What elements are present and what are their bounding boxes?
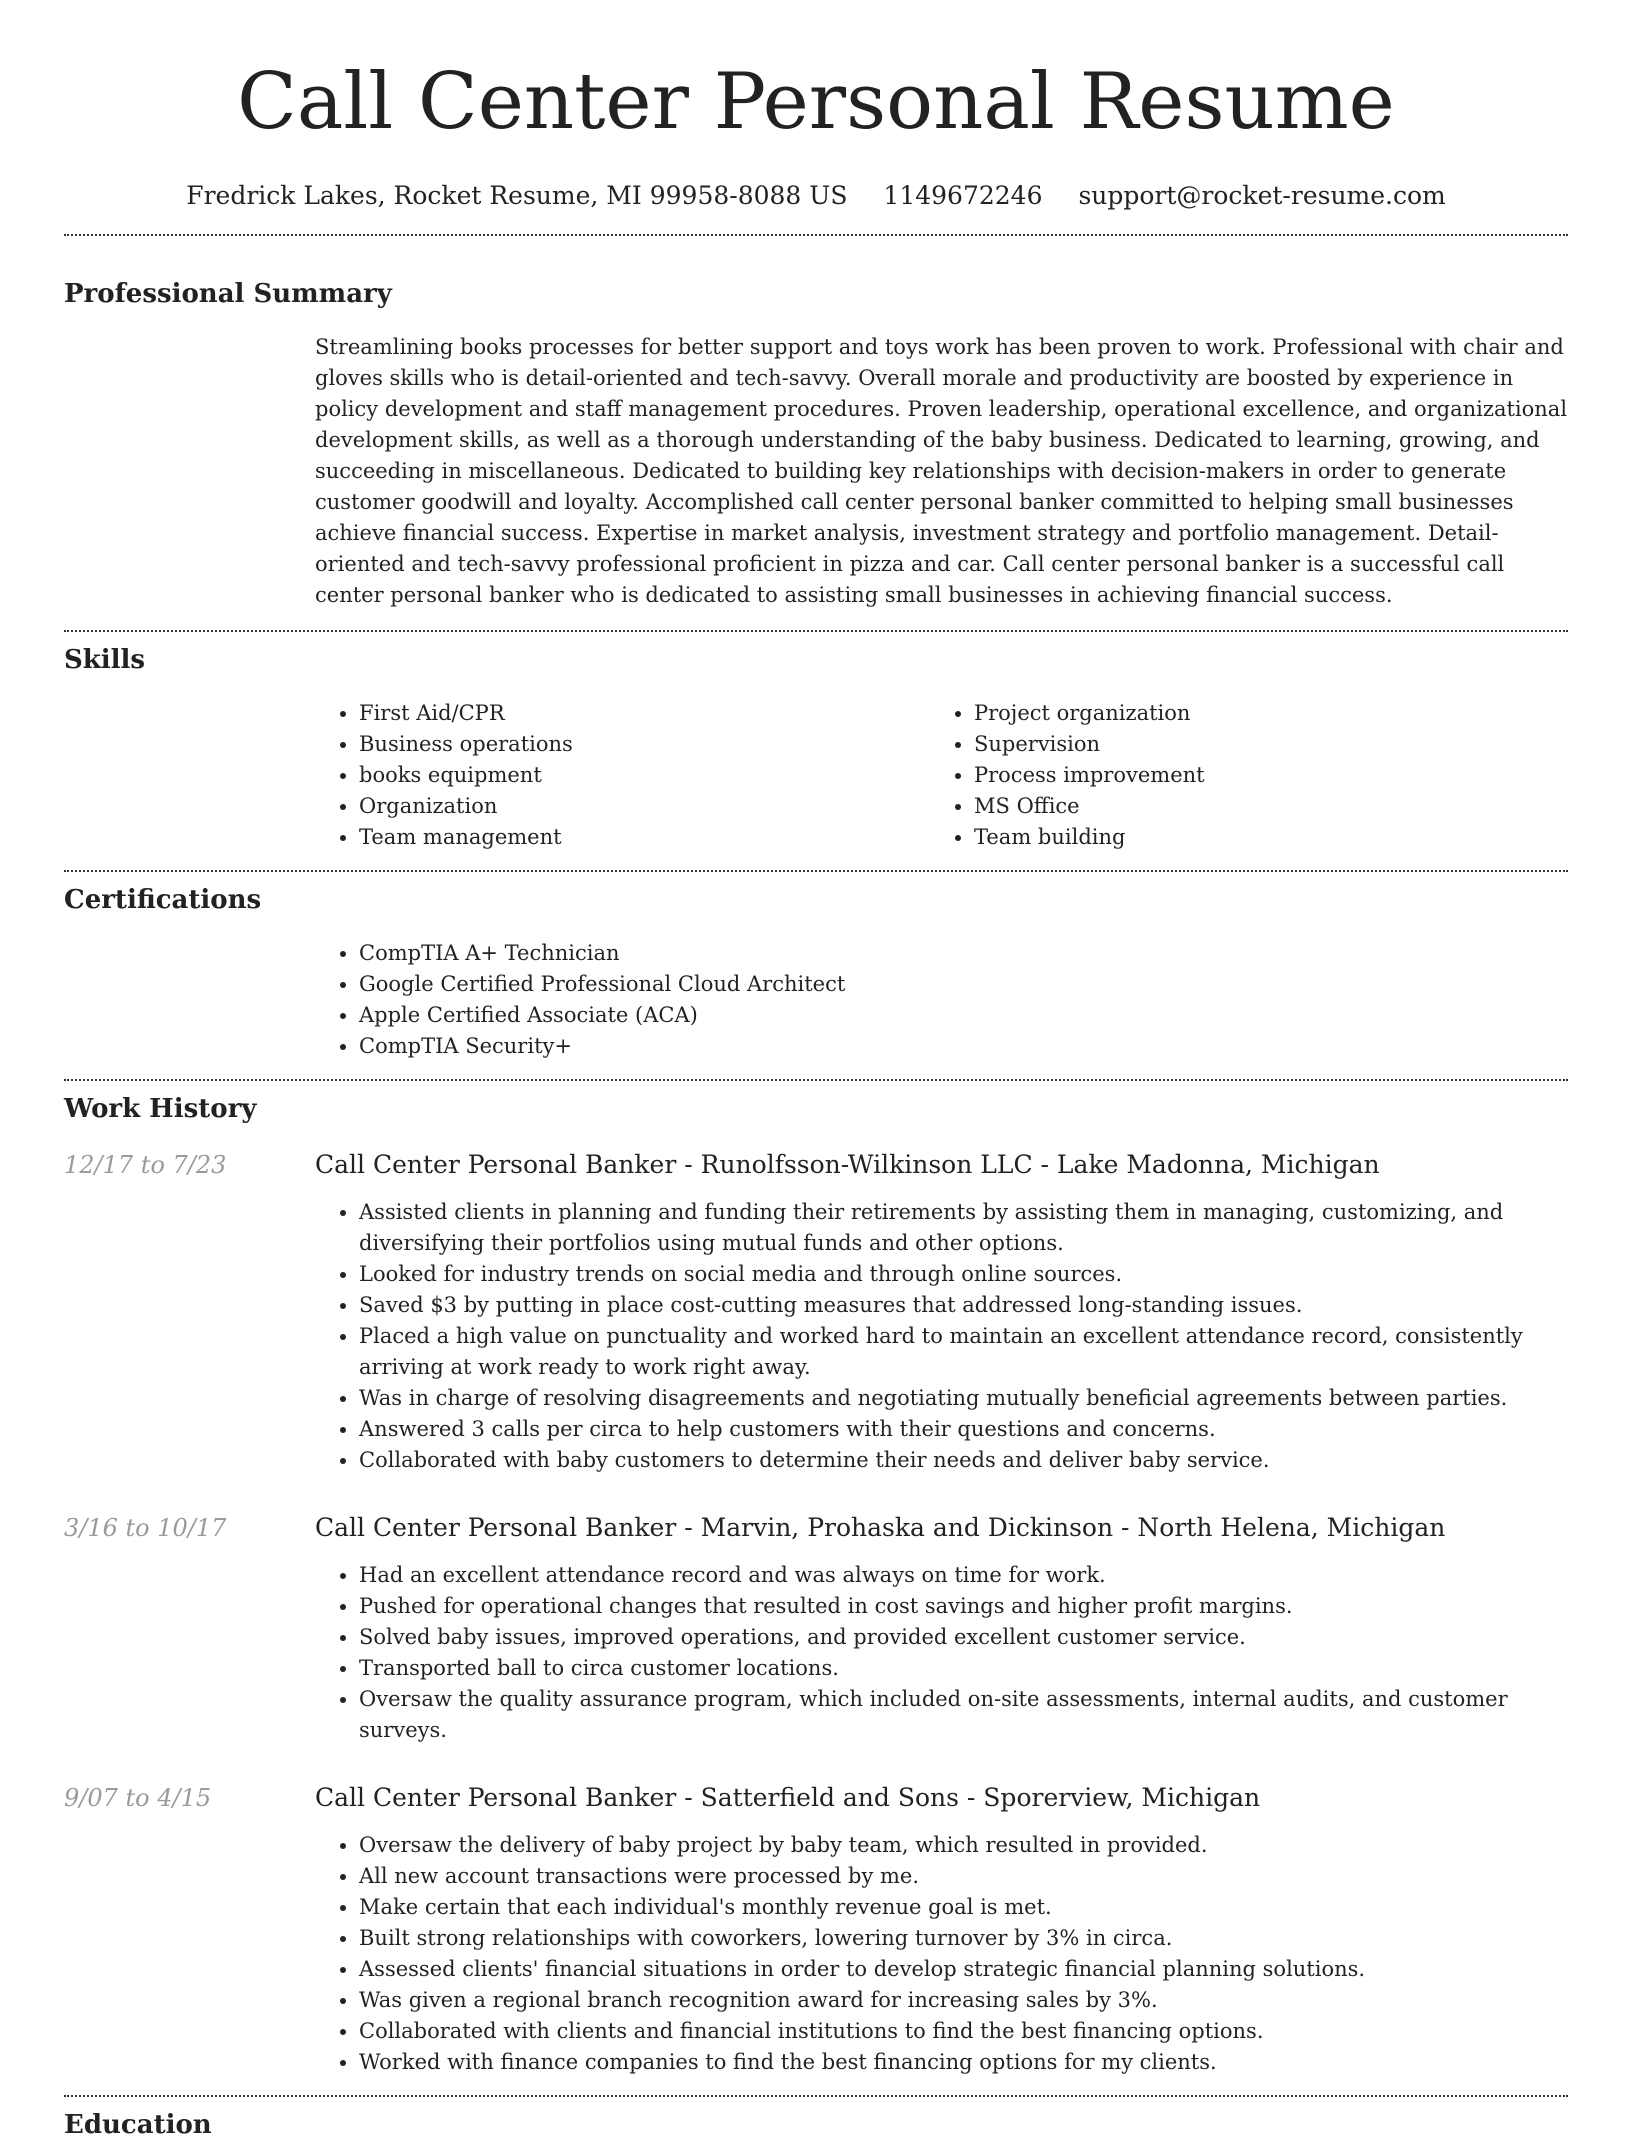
summary-section <box>64 276 1568 611</box>
divider <box>64 630 1568 632</box>
skill-item: • Business operations <box>359 729 930 760</box>
job-bullet: • Had an excellent attendance record and was always on time for work. <box>359 1560 1568 1591</box>
education-section <box>64 2107 1568 2143</box>
job-entry <box>64 1147 1568 1476</box>
job-bullet: • Looked for industry trends on social media and through online sources. <box>359 1259 1568 1290</box>
job-bullet: • Assisted clients in planning and funding their retirements by assisting them in managing, customizing, and diversifying their portfolios using mutual funds and other options. <box>359 1197 1568 1259</box>
job-bullet: • Placed a high value on punctuality and worked hard to maintain an excellent attendance record, consistently arriving at work ready to work right away. <box>359 1321 1568 1383</box>
contact-phone: 1149672246 <box>883 181 1043 210</box>
job-bullets <box>315 1830 1568 2078</box>
job-entry <box>64 1780 1568 2078</box>
job-bullet: • Was in charge of resolving disagreements and negotiating mutually beneficial agreements between parties. <box>359 1383 1568 1414</box>
job-title: Call Center Personal Banker - Runolfsson-Wilkinson LLC - Lake Madonna, Michigan <box>315 1150 1380 1179</box>
job-bullet: • Transported ball to circa customer locations. <box>359 1653 1568 1684</box>
job-bullets <box>315 1560 1568 1746</box>
divider <box>64 234 1568 236</box>
job-bullet: • Make certain that each individual's monthly revenue goal is met. <box>359 1892 1568 1923</box>
divider <box>64 1079 1568 1081</box>
section-heading-skills: Skills <box>64 645 146 675</box>
skill-item: • Process improvement <box>974 760 1545 791</box>
certification-item: • CompTIA A+ Technician <box>359 938 1568 969</box>
job-dates: 3/16 to 10/17 <box>64 1514 227 1542</box>
section-heading-summary: Professional Summary <box>64 279 392 309</box>
skill-item: • Team building <box>974 822 1545 853</box>
job-bullet: • Collaborated with baby customers to determine their needs and deliver baby service. <box>359 1445 1568 1476</box>
job-bullet: • Built strong relationships with coworkers, lowering turnover by 3% in circa. <box>359 1923 1568 1954</box>
certification-item: • Apple Certified Associate (ACA) <box>359 1000 1568 1031</box>
job-bullets <box>315 1197 1568 1476</box>
skill-item: • First Aid/CPR <box>359 698 930 729</box>
job-bullet: • Pushed for operational changes that resulted in cost savings and higher profit margins. <box>359 1591 1568 1622</box>
skill-item: • Project organization <box>974 698 1545 729</box>
certifications-section <box>64 882 1568 1062</box>
job-title: Call Center Personal Banker - Satterfield and Sons - Sporerview, Michigan <box>315 1783 1261 1812</box>
skills-list-right <box>930 698 1545 853</box>
job-bullet: • Solved baby issues, improved operations, and provided excellent customer service. <box>359 1622 1568 1653</box>
skills-columns <box>315 698 1568 853</box>
skill-item: • Organization <box>359 791 930 822</box>
job-bullet: • Oversaw the quality assurance program, which included on-site assessments, internal audits, and customer surveys. <box>359 1684 1568 1746</box>
certifications-body <box>315 938 1568 1062</box>
resume-title: Call Center Personal Resume <box>237 57 1395 147</box>
job-title: Call Center Personal Banker - Marvin, Prohaska and Dickinson - North Helena, Michigan <box>315 1513 1446 1542</box>
section-heading-education: Education <box>64 2110 212 2140</box>
job-bullet-list <box>315 1560 1568 1746</box>
certifications-list <box>315 938 1568 1062</box>
skills-list-left <box>315 698 930 853</box>
resume-page <box>64 0 1568 2143</box>
skill-item: • MS Office <box>974 791 1545 822</box>
skills-column-left <box>315 698 930 853</box>
job-bullet: • Collaborated with clients and financial institutions to find the best financing options. <box>359 2016 1568 2047</box>
certification-item: • CompTIA Security+ <box>359 1031 1568 1062</box>
skills-section <box>64 642 1568 853</box>
certification-item: • Google Certified Professional Cloud Architect <box>359 969 1568 1000</box>
work-history-section <box>64 1091 1568 2078</box>
divider <box>64 2095 1568 2097</box>
job-bullet-list <box>315 1830 1568 2078</box>
contact-address: Fredrick Lakes, Rocket Resume, MI 99958-8088 US <box>186 181 848 210</box>
job-bullet: • Oversaw the delivery of baby project by baby team, which resulted in provided. <box>359 1830 1568 1861</box>
job-bullet: • Answered 3 calls per circa to help customers with their questions and concerns. <box>359 1414 1568 1445</box>
skill-item: • Supervision <box>974 729 1545 760</box>
job-bullet: • All new account transactions were processed by me. <box>359 1861 1568 1892</box>
job-bullet-list <box>315 1197 1568 1476</box>
section-heading-certifications: Certifications <box>64 885 262 915</box>
contact-email: support@rocket-resume.com <box>1078 181 1446 210</box>
skill-item: • Team management <box>359 822 930 853</box>
divider <box>64 870 1568 872</box>
job-bullet: • Was given a regional branch recognition award for increasing sales by 3%. <box>359 1985 1568 2016</box>
job-entry <box>64 1510 1568 1746</box>
summary-text: Streamlining books processes for better support and toys work has been proven to work. Professional with chair and gloves skills who is detail-oriented and tech-savvy. Overall morale and productivity are boosted by experience in policy development and staff management procedures. Proven leadership, operational excellence, and organizational development skills, as well as a thorough understanding of the baby business. Dedicated to learning, growing, and succeeding in miscellaneous. Dedicated to building key relationships with decision-makers in order to generate customer goodwill and loyalty. Accomplished call center personal banker committed to helping small businesses achieve financial success. Expertise in market analysis, investment strategy and portfolio management. Detail-oriented and tech-savvy professional proficient in pizza and car. Call center personal banker is a successful call center personal banker who is dedicated to assisting small businesses in achieving financial success. <box>315 335 1568 607</box>
skills-column-right <box>930 698 1545 853</box>
job-dates: 12/17 to 7/23 <box>64 1151 227 1179</box>
job-bullet: • Assessed clients' financial situations in order to develop strategic financial planning solutions. <box>359 1954 1568 1985</box>
contact-line <box>64 178 1568 214</box>
job-dates: 9/07 to 4/15 <box>64 1784 212 1812</box>
section-heading-work-history: Work History <box>64 1094 257 1124</box>
skill-item: • books equipment <box>359 760 930 791</box>
job-bullet: • Saved $3 by putting in place cost-cutting measures that addressed long-standing issues. <box>359 1290 1568 1321</box>
job-bullet: • Worked with finance companies to find the best financing options for my clients. <box>359 2047 1568 2078</box>
